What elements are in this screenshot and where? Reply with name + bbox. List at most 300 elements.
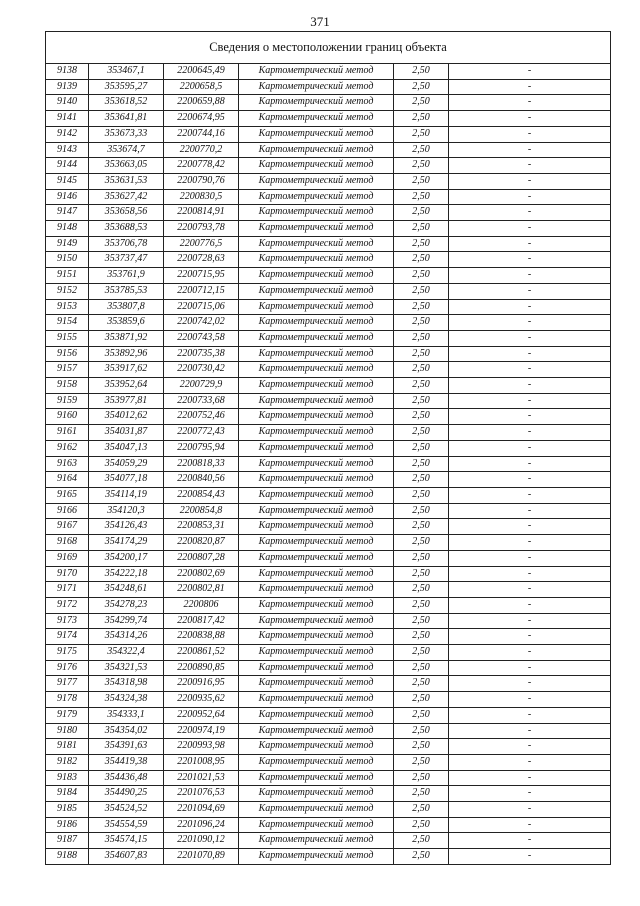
accuracy-cell: 2,50 <box>394 205 449 221</box>
x-coordinate-cell: 353952,64 <box>89 378 164 394</box>
accuracy-cell: 2,50 <box>394 786 449 802</box>
point-number-cell: 9176 <box>46 660 89 676</box>
accuracy-cell: 2,50 <box>394 739 449 755</box>
table-row <box>46 189 611 205</box>
method-cell: Картометрический метод <box>239 472 394 488</box>
accuracy-cell: 2,50 <box>394 409 449 425</box>
method-cell: Картометрический метод <box>239 346 394 362</box>
point-number-cell: 9161 <box>46 425 89 441</box>
x-coordinate-cell: 354012,62 <box>89 409 164 425</box>
point-number-cell: 9142 <box>46 126 89 142</box>
table-row <box>46 849 611 865</box>
y-coordinate-cell: 2200742,02 <box>164 315 239 331</box>
point-number-cell: 9138 <box>46 64 89 80</box>
point-number-cell: 9143 <box>46 142 89 158</box>
table-row <box>46 550 611 566</box>
point-number-cell: 9163 <box>46 456 89 472</box>
method-cell: Картометрический метод <box>239 786 394 802</box>
table-row <box>46 95 611 111</box>
y-coordinate-cell: 2200806 <box>164 597 239 613</box>
y-coordinate-cell: 2201070,89 <box>164 849 239 865</box>
y-coordinate-cell: 2200854,43 <box>164 487 239 503</box>
description-cell: - <box>449 315 611 331</box>
accuracy-cell: 2,50 <box>394 64 449 80</box>
method-cell: Картометрический метод <box>239 299 394 315</box>
point-number-cell: 9160 <box>46 409 89 425</box>
accuracy-cell: 2,50 <box>394 770 449 786</box>
y-coordinate-cell: 2200890,85 <box>164 660 239 676</box>
y-coordinate-cell: 2200743,58 <box>164 330 239 346</box>
y-coordinate-cell: 2200674,95 <box>164 111 239 127</box>
table-header-row <box>46 32 611 64</box>
description-cell: - <box>449 126 611 142</box>
description-cell: - <box>449 158 611 174</box>
x-coordinate-cell: 354354,02 <box>89 723 164 739</box>
point-number-cell: 9152 <box>46 283 89 299</box>
point-number-cell: 9183 <box>46 770 89 786</box>
accuracy-cell: 2,50 <box>394 629 449 645</box>
description-cell: - <box>449 597 611 613</box>
table-row <box>46 786 611 802</box>
point-number-cell: 9186 <box>46 817 89 833</box>
y-coordinate-cell: 2201076,53 <box>164 786 239 802</box>
table-row <box>46 456 611 472</box>
description-cell: - <box>449 346 611 362</box>
point-number-cell: 9174 <box>46 629 89 645</box>
method-cell: Картометрический метод <box>239 770 394 786</box>
y-coordinate-cell: 2200802,69 <box>164 566 239 582</box>
accuracy-cell: 2,50 <box>394 566 449 582</box>
method-cell: Картометрический метод <box>239 173 394 189</box>
point-number-cell: 9169 <box>46 550 89 566</box>
point-number-cell: 9179 <box>46 707 89 723</box>
y-coordinate-cell: 2200818,33 <box>164 456 239 472</box>
method-cell: Картометрический метод <box>239 692 394 708</box>
method-cell: Картометрический метод <box>239 409 394 425</box>
description-cell: - <box>449 660 611 676</box>
x-coordinate-cell: 354314,26 <box>89 629 164 645</box>
description-cell: - <box>449 111 611 127</box>
table-row <box>46 739 611 755</box>
accuracy-cell: 2,50 <box>394 111 449 127</box>
y-coordinate-cell: 2200817,42 <box>164 613 239 629</box>
accuracy-cell: 2,50 <box>394 456 449 472</box>
method-cell: Картометрический метод <box>239 676 394 692</box>
y-coordinate-cell: 2200659,88 <box>164 95 239 111</box>
table-row <box>46 487 611 503</box>
method-cell: Картометрический метод <box>239 487 394 503</box>
point-number-cell: 9177 <box>46 676 89 692</box>
y-coordinate-cell: 2201094,69 <box>164 802 239 818</box>
method-cell: Картометрический метод <box>239 535 394 551</box>
accuracy-cell: 2,50 <box>394 378 449 394</box>
y-coordinate-cell: 2200790,76 <box>164 173 239 189</box>
description-cell: - <box>449 79 611 95</box>
method-cell: Картометрический метод <box>239 142 394 158</box>
accuracy-cell: 2,50 <box>394 393 449 409</box>
method-cell: Картометрический метод <box>239 111 394 127</box>
y-coordinate-cell: 2200778,42 <box>164 158 239 174</box>
method-cell: Картометрический метод <box>239 362 394 378</box>
point-number-cell: 9156 <box>46 346 89 362</box>
method-cell: Картометрический метод <box>239 629 394 645</box>
x-coordinate-cell: 353627,42 <box>89 189 164 205</box>
y-coordinate-cell: 2200728,63 <box>164 252 239 268</box>
description-cell: - <box>449 849 611 865</box>
x-coordinate-cell: 353658,56 <box>89 205 164 221</box>
x-coordinate-cell: 353871,92 <box>89 330 164 346</box>
accuracy-cell: 2,50 <box>394 472 449 488</box>
table-row <box>46 299 611 315</box>
method-cell: Картометрический метод <box>239 252 394 268</box>
x-coordinate-cell: 354322,4 <box>89 645 164 661</box>
x-coordinate-cell: 353663,05 <box>89 158 164 174</box>
table-row <box>46 425 611 441</box>
accuracy-cell: 2,50 <box>394 613 449 629</box>
accuracy-cell: 2,50 <box>394 236 449 252</box>
point-number-cell: 9178 <box>46 692 89 708</box>
description-cell: - <box>449 833 611 849</box>
accuracy-cell: 2,50 <box>394 252 449 268</box>
description-cell: - <box>449 393 611 409</box>
accuracy-cell: 2,50 <box>394 268 449 284</box>
table-row <box>46 660 611 676</box>
description-cell: - <box>449 64 611 80</box>
table-row <box>46 283 611 299</box>
table-row <box>46 409 611 425</box>
x-coordinate-cell: 354059,29 <box>89 456 164 472</box>
method-cell: Картометрический метод <box>239 519 394 535</box>
y-coordinate-cell: 2200840,56 <box>164 472 239 488</box>
accuracy-cell: 2,50 <box>394 425 449 441</box>
x-coordinate-cell: 354321,53 <box>89 660 164 676</box>
table-row <box>46 802 611 818</box>
description-cell: - <box>449 268 611 284</box>
x-coordinate-cell: 353706,78 <box>89 236 164 252</box>
point-number-cell: 9185 <box>46 802 89 818</box>
point-number-cell: 9144 <box>46 158 89 174</box>
accuracy-cell: 2,50 <box>394 676 449 692</box>
table-row <box>46 535 611 551</box>
y-coordinate-cell: 2200772,43 <box>164 425 239 441</box>
accuracy-cell: 2,50 <box>394 754 449 770</box>
method-cell: Картометрический метод <box>239 158 394 174</box>
description-cell: - <box>449 362 611 378</box>
x-coordinate-cell: 353807,8 <box>89 299 164 315</box>
point-number-cell: 9182 <box>46 754 89 770</box>
y-coordinate-cell: 2200752,46 <box>164 409 239 425</box>
accuracy-cell: 2,50 <box>394 95 449 111</box>
description-cell: - <box>449 786 611 802</box>
table-row <box>46 393 611 409</box>
table-row <box>46 645 611 661</box>
table-row <box>46 676 611 692</box>
point-number-cell: 9150 <box>46 252 89 268</box>
description-cell: - <box>449 299 611 315</box>
y-coordinate-cell: 2200744,16 <box>164 126 239 142</box>
x-coordinate-cell: 354391,63 <box>89 739 164 755</box>
x-coordinate-cell: 354278,23 <box>89 597 164 613</box>
method-cell: Картометрический метод <box>239 440 394 456</box>
x-coordinate-cell: 354607,83 <box>89 849 164 865</box>
point-number-cell: 9170 <box>46 566 89 582</box>
x-coordinate-cell: 353761,9 <box>89 268 164 284</box>
description-cell: - <box>449 629 611 645</box>
table-row <box>46 378 611 394</box>
table-row <box>46 503 611 519</box>
description-cell: - <box>449 487 611 503</box>
table-row <box>46 613 611 629</box>
method-cell: Картометрический метод <box>239 707 394 723</box>
y-coordinate-cell: 2200814,91 <box>164 205 239 221</box>
description-cell: - <box>449 330 611 346</box>
point-number-cell: 9154 <box>46 315 89 331</box>
x-coordinate-cell: 353618,52 <box>89 95 164 111</box>
table-row <box>46 519 611 535</box>
point-number-cell: 9151 <box>46 268 89 284</box>
method-cell: Картометрический метод <box>239 739 394 755</box>
y-coordinate-cell: 2200935,62 <box>164 692 239 708</box>
x-coordinate-cell: 354318,98 <box>89 676 164 692</box>
table-row <box>46 597 611 613</box>
description-cell: - <box>449 817 611 833</box>
x-coordinate-cell: 354299,74 <box>89 613 164 629</box>
method-cell: Картометрический метод <box>239 378 394 394</box>
accuracy-cell: 2,50 <box>394 440 449 456</box>
description-cell: - <box>449 566 611 582</box>
x-coordinate-cell: 354324,38 <box>89 692 164 708</box>
x-coordinate-cell: 354574,15 <box>89 833 164 849</box>
point-number-cell: 9155 <box>46 330 89 346</box>
description-cell: - <box>449 409 611 425</box>
table-row <box>46 64 611 80</box>
point-number-cell: 9188 <box>46 849 89 865</box>
point-number-cell: 9187 <box>46 833 89 849</box>
method-cell: Картометрический метод <box>239 425 394 441</box>
accuracy-cell: 2,50 <box>394 126 449 142</box>
method-cell: Картометрический метод <box>239 833 394 849</box>
accuracy-cell: 2,50 <box>394 817 449 833</box>
description-cell: - <box>449 723 611 739</box>
accuracy-cell: 2,50 <box>394 535 449 551</box>
point-number-cell: 9168 <box>46 535 89 551</box>
y-coordinate-cell: 2201021,53 <box>164 770 239 786</box>
point-number-cell: 9146 <box>46 189 89 205</box>
accuracy-cell: 2,50 <box>394 346 449 362</box>
x-coordinate-cell: 354333,1 <box>89 707 164 723</box>
accuracy-cell: 2,50 <box>394 299 449 315</box>
table-row <box>46 236 611 252</box>
point-number-cell: 9148 <box>46 221 89 237</box>
accuracy-cell: 2,50 <box>394 189 449 205</box>
x-coordinate-cell: 353977,81 <box>89 393 164 409</box>
method-cell: Картометрический метод <box>239 189 394 205</box>
description-cell: - <box>449 519 611 535</box>
point-number-cell: 9172 <box>46 597 89 613</box>
table-row <box>46 770 611 786</box>
y-coordinate-cell: 2200807,28 <box>164 550 239 566</box>
method-cell: Картометрический метод <box>239 64 394 80</box>
method-cell: Картометрический метод <box>239 330 394 346</box>
y-coordinate-cell: 2200838,88 <box>164 629 239 645</box>
description-cell: - <box>449 440 611 456</box>
point-number-cell: 9167 <box>46 519 89 535</box>
y-coordinate-cell: 2200802,81 <box>164 582 239 598</box>
description-cell: - <box>449 456 611 472</box>
accuracy-cell: 2,50 <box>394 315 449 331</box>
x-coordinate-cell: 354419,38 <box>89 754 164 770</box>
point-number-cell: 9171 <box>46 582 89 598</box>
accuracy-cell: 2,50 <box>394 833 449 849</box>
table-row <box>46 205 611 221</box>
table-row <box>46 173 611 189</box>
accuracy-cell: 2,50 <box>394 597 449 613</box>
method-cell: Картометрический метод <box>239 503 394 519</box>
x-coordinate-cell: 353737,47 <box>89 252 164 268</box>
description-cell: - <box>449 252 611 268</box>
table-row <box>46 362 611 378</box>
description-cell: - <box>449 676 611 692</box>
y-coordinate-cell: 2200861,52 <box>164 645 239 661</box>
table-row <box>46 707 611 723</box>
point-number-cell: 9157 <box>46 362 89 378</box>
point-number-cell: 9166 <box>46 503 89 519</box>
x-coordinate-cell: 353467,1 <box>89 64 164 80</box>
table-row <box>46 566 611 582</box>
x-coordinate-cell: 353892,96 <box>89 346 164 362</box>
description-cell: - <box>449 503 611 519</box>
table-row <box>46 440 611 456</box>
accuracy-cell: 2,50 <box>394 550 449 566</box>
x-coordinate-cell: 353785,53 <box>89 283 164 299</box>
method-cell: Картометрический метод <box>239 817 394 833</box>
point-number-cell: 9175 <box>46 645 89 661</box>
accuracy-cell: 2,50 <box>394 330 449 346</box>
description-cell: - <box>449 739 611 755</box>
method-cell: Картометрический метод <box>239 456 394 472</box>
method-cell: Картометрический метод <box>239 754 394 770</box>
x-coordinate-cell: 354490,25 <box>89 786 164 802</box>
description-cell: - <box>449 550 611 566</box>
x-coordinate-cell: 354114,19 <box>89 487 164 503</box>
y-coordinate-cell: 2200952,64 <box>164 707 239 723</box>
method-cell: Картометрический метод <box>239 283 394 299</box>
method-cell: Картометрический метод <box>239 221 394 237</box>
description-cell: - <box>449 142 611 158</box>
method-cell: Картометрический метод <box>239 79 394 95</box>
x-coordinate-cell: 354524,52 <box>89 802 164 818</box>
point-number-cell: 9147 <box>46 205 89 221</box>
method-cell: Картометрический метод <box>239 802 394 818</box>
x-coordinate-cell: 354248,61 <box>89 582 164 598</box>
x-coordinate-cell: 354126,43 <box>89 519 164 535</box>
description-cell: - <box>449 205 611 221</box>
y-coordinate-cell: 2200770,2 <box>164 142 239 158</box>
y-coordinate-cell: 2200776,5 <box>164 236 239 252</box>
table-row <box>46 723 611 739</box>
x-coordinate-cell: 354200,17 <box>89 550 164 566</box>
table-row <box>46 582 611 598</box>
description-cell: - <box>449 221 611 237</box>
x-coordinate-cell: 353917,62 <box>89 362 164 378</box>
y-coordinate-cell: 2201090,12 <box>164 833 239 849</box>
table-header: Сведения о местоположении границ объекта <box>46 32 611 64</box>
description-cell: - <box>449 173 611 189</box>
x-coordinate-cell: 353595,27 <box>89 79 164 95</box>
y-coordinate-cell: 2200795,94 <box>164 440 239 456</box>
table-row <box>46 79 611 95</box>
description-cell: - <box>449 378 611 394</box>
accuracy-cell: 2,50 <box>394 582 449 598</box>
description-cell: - <box>449 535 611 551</box>
method-cell: Картометрический метод <box>239 126 394 142</box>
description-cell: - <box>449 236 611 252</box>
accuracy-cell: 2,50 <box>394 158 449 174</box>
boundary-coordinates-table <box>45 31 611 865</box>
point-number-cell: 9165 <box>46 487 89 503</box>
y-coordinate-cell: 2200993,98 <box>164 739 239 755</box>
y-coordinate-cell: 2200715,06 <box>164 299 239 315</box>
method-cell: Картометрический метод <box>239 613 394 629</box>
point-number-cell: 9153 <box>46 299 89 315</box>
method-cell: Картометрический метод <box>239 582 394 598</box>
point-number-cell: 9181 <box>46 739 89 755</box>
point-number-cell: 9158 <box>46 378 89 394</box>
table-row <box>46 126 611 142</box>
table-row <box>46 158 611 174</box>
accuracy-cell: 2,50 <box>394 723 449 739</box>
table-row <box>46 817 611 833</box>
point-number-cell: 9141 <box>46 111 89 127</box>
x-coordinate-cell: 353631,53 <box>89 173 164 189</box>
y-coordinate-cell: 2200974,19 <box>164 723 239 739</box>
method-cell: Картометрический метод <box>239 393 394 409</box>
point-number-cell: 9139 <box>46 79 89 95</box>
description-cell: - <box>449 425 611 441</box>
table-row <box>46 472 611 488</box>
accuracy-cell: 2,50 <box>394 692 449 708</box>
method-cell: Картометрический метод <box>239 205 394 221</box>
accuracy-cell: 2,50 <box>394 142 449 158</box>
method-cell: Картометрический метод <box>239 315 394 331</box>
y-coordinate-cell: 2200712,15 <box>164 283 239 299</box>
accuracy-cell: 2,50 <box>394 487 449 503</box>
table-row <box>46 330 611 346</box>
x-coordinate-cell: 354120,3 <box>89 503 164 519</box>
table-body <box>46 32 611 865</box>
x-coordinate-cell: 354174,29 <box>89 535 164 551</box>
x-coordinate-cell: 353641,81 <box>89 111 164 127</box>
method-cell: Картометрический метод <box>239 268 394 284</box>
description-cell: - <box>449 613 611 629</box>
y-coordinate-cell: 2201096,24 <box>164 817 239 833</box>
page-number: 371 <box>310 14 330 29</box>
table-row <box>46 221 611 237</box>
y-coordinate-cell: 2200793,78 <box>164 221 239 237</box>
description-cell: - <box>449 95 611 111</box>
method-cell: Картометрический метод <box>239 849 394 865</box>
description-cell: - <box>449 770 611 786</box>
accuracy-cell: 2,50 <box>394 802 449 818</box>
description-cell: - <box>449 189 611 205</box>
y-coordinate-cell: 2200715,95 <box>164 268 239 284</box>
point-number-cell: 9162 <box>46 440 89 456</box>
y-coordinate-cell: 2200735,38 <box>164 346 239 362</box>
x-coordinate-cell: 353859,6 <box>89 315 164 331</box>
table-row <box>46 629 611 645</box>
method-cell: Картометрический метод <box>239 645 394 661</box>
method-cell: Картометрический метод <box>239 723 394 739</box>
